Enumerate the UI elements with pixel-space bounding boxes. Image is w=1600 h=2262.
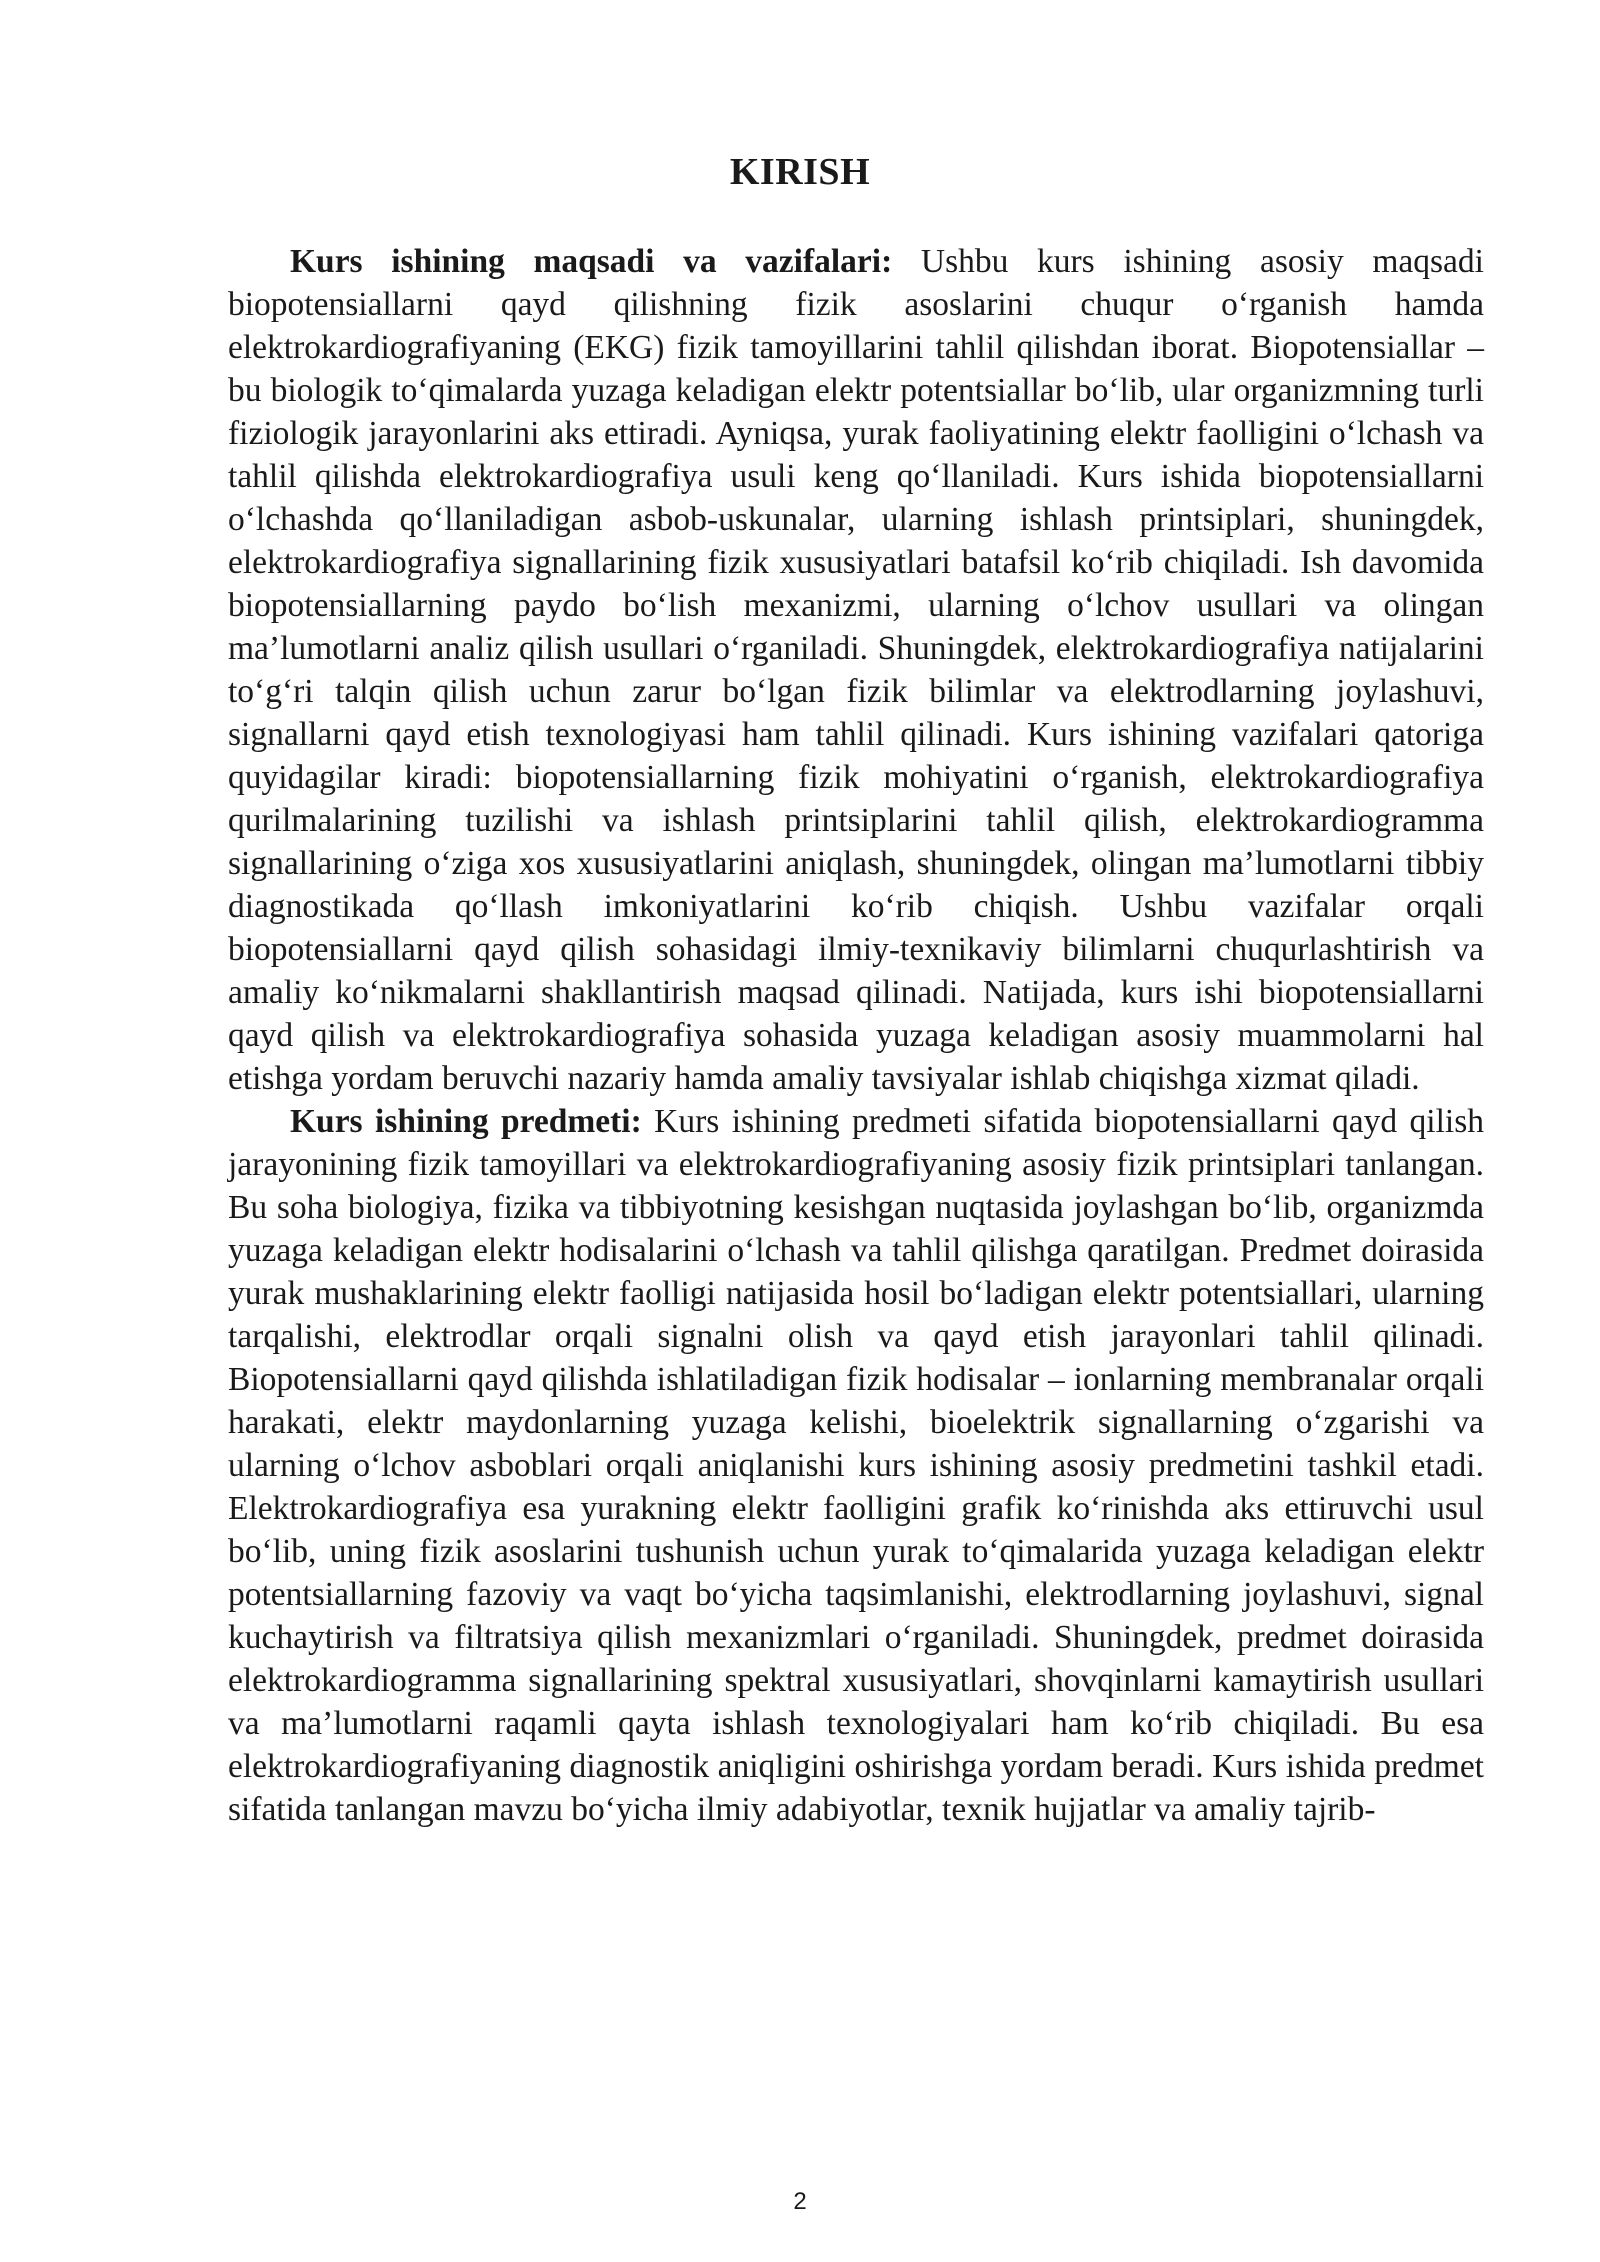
page-title: KIRISH: [729, 151, 871, 193]
paragraph-goals: [228, 240, 1484, 1100]
paragraph-goals-lead: Kurs ishining maqsadi va vazifalari:: [290, 243, 893, 280]
paragraph-subject: [228, 1100, 1484, 1831]
paragraph-subject-text: Kurs ishining predmeti sifatida biopotensiallarni qayd qilish jarayonining fizik tamoyillari va elektrokardiografiyaning asosiy fizik printsiplari tanlangan. Bu soha biologiya, fizika va tibbiyotning kesishgan nuqtasida joylashgan bo‘lib, organizmda yuzaga keladigan elektr hodisalarini o‘lchash va tahlil qilishga qaratilgan. Predmet doirasida yurak mushaklarining elektr faolligi natijasida hosil bo‘ladigan elektr potentsiallari, ularning tarqalishi, elektrodlar orqali signalni olish va qayd etish jarayonlari tahlil qilinadi. Biopotensiallarni qayd qilishda ishlatiladigan fizik hodisalar – ionlarning membranalar orqali harakati, elektr maydonlarning yuzaga kelishi, bioelektrik signallarning o‘zgarishi va ularning o‘lchov asboblari orqali aniqlanishi kurs ishining asosiy predmetini tashkil etadi. Elektrokardiografiya esa yurakning elektr faolligini grafik ko‘rinishda aks ettiruvchi usul bo‘lib, uning fizik asoslarini tushunish uchun yurak to‘qimalarida yuzaga keladigan elektr potentsiallarning fazoviy va vaqt bo‘yicha taqsimlanishi, elektrodlarning joylashuvi, signal kuchaytirish va filtratsiya qilish mexanizmlari o‘rganiladi. Shuningdek, predmet doirasida elektrokardiogramma signallarining spektral xususiyatlari, shovqinlarni kamaytirish usullari va ma’lumotlarni raqamli qayta ishlash texnologiyalari ham ko‘rib chiqiladi. Bu esa elektrokardiografiyaning diagnostik aniqligini oshirishga yordam beradi. Kurs ishida predmet sifatida tanlangan mavzu bo‘yicha ilmiy adabiyotlar, texnik hujjatlar va amaliy tajrib-: [228, 1103, 1484, 1828]
paragraph-goals-text: Ushbu kurs ishining asosiy maqsadi biopotensiallarni qayd qilishning fizik asoslarini chuqur o‘rganish hamda elektrokardiografiyaning (EKG) fizik tamoyillarini tahlil qilishdan iborat. Biopotensiallar – bu biologik to‘qimalarda yuzaga keladigan elektr potentsiallar bo‘lib, ular organizmning turli fiziologik jarayonlarini aks ettiradi. Ayniqsa, yurak faoliyatining elektr faolligini o‘lchash va tahlil qilishda elektrokardiografiya usuli keng qo‘llaniladi. Kurs ishida biopotensiallarni o‘lchashda qo‘llaniladigan asbob-uskunalar, ularning ishlash printsiplari, shuningdek, elektrokardiografiya signallarining fizik xususiyatlari batafsil ko‘rib chiqiladi. Ish davomida biopotensiallarning paydo bo‘lish mexanizmi, ularning o‘lchov usullari va olingan ma’lumotlarni analiz qilish usullari o‘rganiladi. Shuningdek, elektrokardiografiya natijalarini to‘g‘ri talqin qilish uchun zarur bo‘lgan fizik bilimlar va elektrodlarning joylashuvi, signallarni qayd etish texnologiyasi ham tahlil qilinadi. Kurs ishining vazifalari qatoriga quyidagilar kiradi: biopotensiallarning fizik mohiyatini o‘rganish, elektrokardiografiya qurilmalarining tuzilishi va ishlash printsiplarini tahlil qilish, elektrokardiogramma signallarining o‘ziga xos xususiyatlarini aniqlash, shuningdek, olingan ma’lumotlarni tibbiy diagnostikada qo‘llash imkoniyatlarini ko‘rib chiqish. Ushbu vazifalar orqali biopotensiallarni qayd qilish sohasidagi ilmiy-texnikaviy bilimlarni chuqurlashtirish va amaliy ko‘nikmalarni shakllantirish maqsad qilinadi. Natijada, kurs ishi biopotensiallarni qayd qilish va elektrokardiografiya sohasida yuzaga keladigan asosiy muammolarni hal etishga yordam beruvchi nazariy hamda amaliy tavsiyalar ishlab chiqishga xizmat qiladi.: [228, 243, 1484, 1097]
body-text: [228, 240, 1484, 1831]
page-number: 2: [793, 2188, 807, 2215]
paragraph-subject-lead: Kurs ishining predmeti:: [290, 1103, 642, 1140]
